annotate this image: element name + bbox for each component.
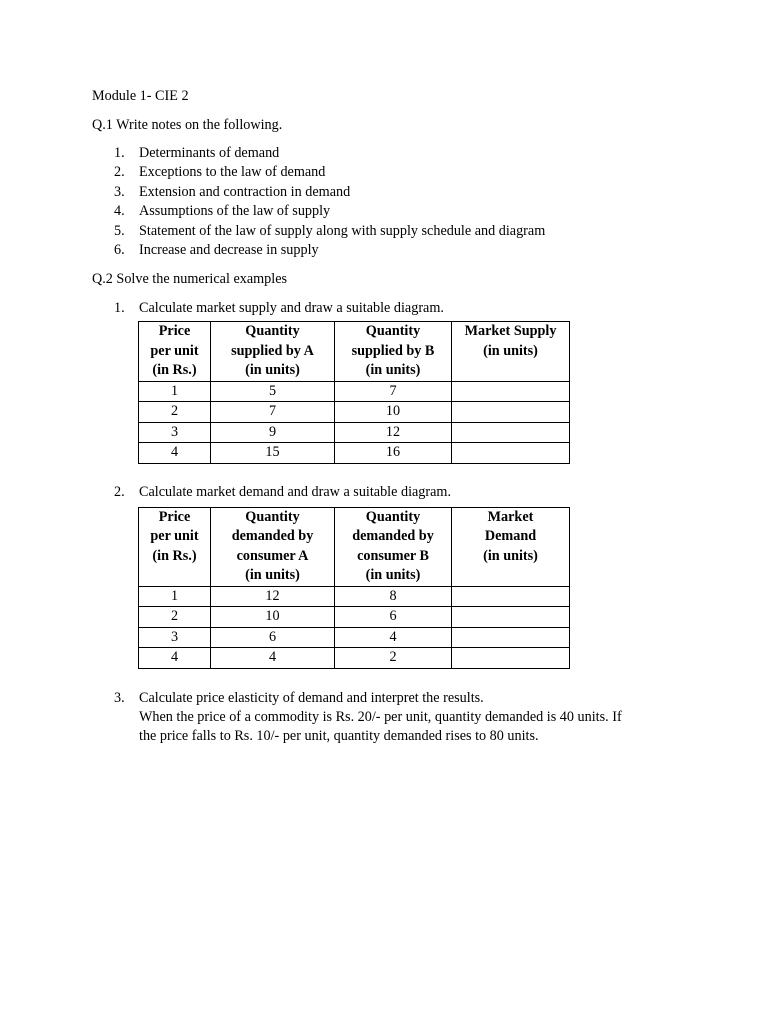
list-item-text: Increase and decrease in supply xyxy=(139,241,319,258)
table-row xyxy=(139,627,570,648)
list-item xyxy=(92,183,712,202)
table-header-row xyxy=(139,322,570,382)
list-number: 2. xyxy=(114,164,125,181)
table-cell: 4 xyxy=(139,443,211,464)
table-row xyxy=(139,402,570,423)
list-number: 3. xyxy=(114,689,125,706)
table-cell xyxy=(452,402,570,423)
table-cell: 5 xyxy=(211,381,335,402)
q1-heading: Q.1 Write notes on the following. xyxy=(92,117,283,133)
table-cell xyxy=(452,422,570,443)
table-cell: 10 xyxy=(211,607,335,628)
table-cell xyxy=(452,381,570,402)
table-cell xyxy=(452,627,570,648)
list-number: 2. xyxy=(114,483,125,500)
ex2-text: Calculate market demand and draw a suitable diagram. xyxy=(139,483,452,500)
list-item xyxy=(92,163,712,182)
list-item-text: Statement of the law of supply along with supply schedule and diagram xyxy=(139,222,546,239)
document-page xyxy=(92,86,712,747)
table-cell: 10 xyxy=(335,402,452,423)
table-cell: 2 xyxy=(335,648,452,669)
table-cell xyxy=(452,607,570,628)
q2-heading: Q.2 Solve the numerical examples xyxy=(92,271,288,288)
header-market-supply: Market Supply (in units) xyxy=(452,322,570,382)
ex1-prompt xyxy=(92,298,712,318)
market-demand-table xyxy=(138,507,570,669)
table-cell: 3 xyxy=(139,627,211,648)
ex3-prompt xyxy=(92,688,712,708)
table-cell: 12 xyxy=(335,422,452,443)
ex3-paragraph-line-1: When the price of a commodity is Rs. 20/- per unit, quantity demanded is 40 units. If xyxy=(139,708,622,725)
list-item xyxy=(92,202,712,221)
list-number: 1. xyxy=(114,145,125,161)
header-qty-b: Quantity supplied by B (in units) xyxy=(335,322,452,382)
table-cell: 1 xyxy=(139,586,211,607)
list-item-text: Determinants of demand xyxy=(139,145,280,161)
list-item xyxy=(92,222,712,241)
ex3-paragraph-line-2: the price falls to Rs. 10/- per unit, quantity demanded rises to 80 units. xyxy=(139,728,539,745)
table-cell: 7 xyxy=(211,402,335,423)
list-number: 1. xyxy=(114,300,125,317)
list-number: 6. xyxy=(114,241,125,258)
table-cell: 4 xyxy=(335,627,452,648)
table-cell: 6 xyxy=(335,607,452,628)
table-cell xyxy=(452,648,570,669)
q1-list xyxy=(92,144,712,260)
table-cell: 6 xyxy=(211,627,335,648)
table-cell: 4 xyxy=(139,648,211,669)
header-price: Price per unit (in Rs.) xyxy=(139,507,211,586)
table-cell: 2 xyxy=(139,607,211,628)
table-cell xyxy=(452,443,570,464)
table-cell: 12 xyxy=(211,586,335,607)
table-cell: 15 xyxy=(211,443,335,464)
table-row xyxy=(139,648,570,669)
table-row xyxy=(139,443,570,464)
list-number: 5. xyxy=(114,222,125,239)
table-row xyxy=(139,586,570,607)
list-number: 3. xyxy=(114,183,125,200)
table-cell: 8 xyxy=(335,586,452,607)
table-cell xyxy=(452,586,570,607)
table-cell: 4 xyxy=(211,648,335,669)
table-cell: 1 xyxy=(139,381,211,402)
table-header-row xyxy=(139,507,570,586)
ex3-text: Calculate price elasticity of demand and interpret the results. xyxy=(139,689,484,706)
table-cell: 7 xyxy=(335,381,452,402)
list-number: 4. xyxy=(114,203,125,220)
header-qty-consumer-b: Quantity demanded by consumer B (in units) xyxy=(335,507,452,586)
page-title: Module 1- CIE 2 xyxy=(92,88,189,104)
table-row xyxy=(139,381,570,402)
table-row xyxy=(139,422,570,443)
ex1-text: Calculate market supply and draw a suitable diagram. xyxy=(139,300,444,317)
header-price: Price per unit (in Rs.) xyxy=(139,322,211,382)
market-supply-table xyxy=(138,321,570,464)
table-row xyxy=(139,607,570,628)
table-cell: 9 xyxy=(211,422,335,443)
ex2-prompt xyxy=(92,482,712,502)
list-item xyxy=(92,241,712,260)
table-cell: 2 xyxy=(139,402,211,423)
list-item-text: Extension and contraction in demand xyxy=(139,183,351,200)
list-item xyxy=(92,144,712,163)
list-item-text: Assumptions of the law of supply xyxy=(139,203,331,220)
table-cell: 16 xyxy=(335,443,452,464)
header-qty-consumer-a: Quantity demanded by consumer A (in units) xyxy=(211,507,335,586)
header-market-demand: Market Demand (in units) xyxy=(452,507,570,586)
table-cell: 3 xyxy=(139,422,211,443)
header-qty-a: Quantity supplied by A (in units) xyxy=(211,322,335,382)
list-item-text: Exceptions to the law of demand xyxy=(139,164,326,181)
